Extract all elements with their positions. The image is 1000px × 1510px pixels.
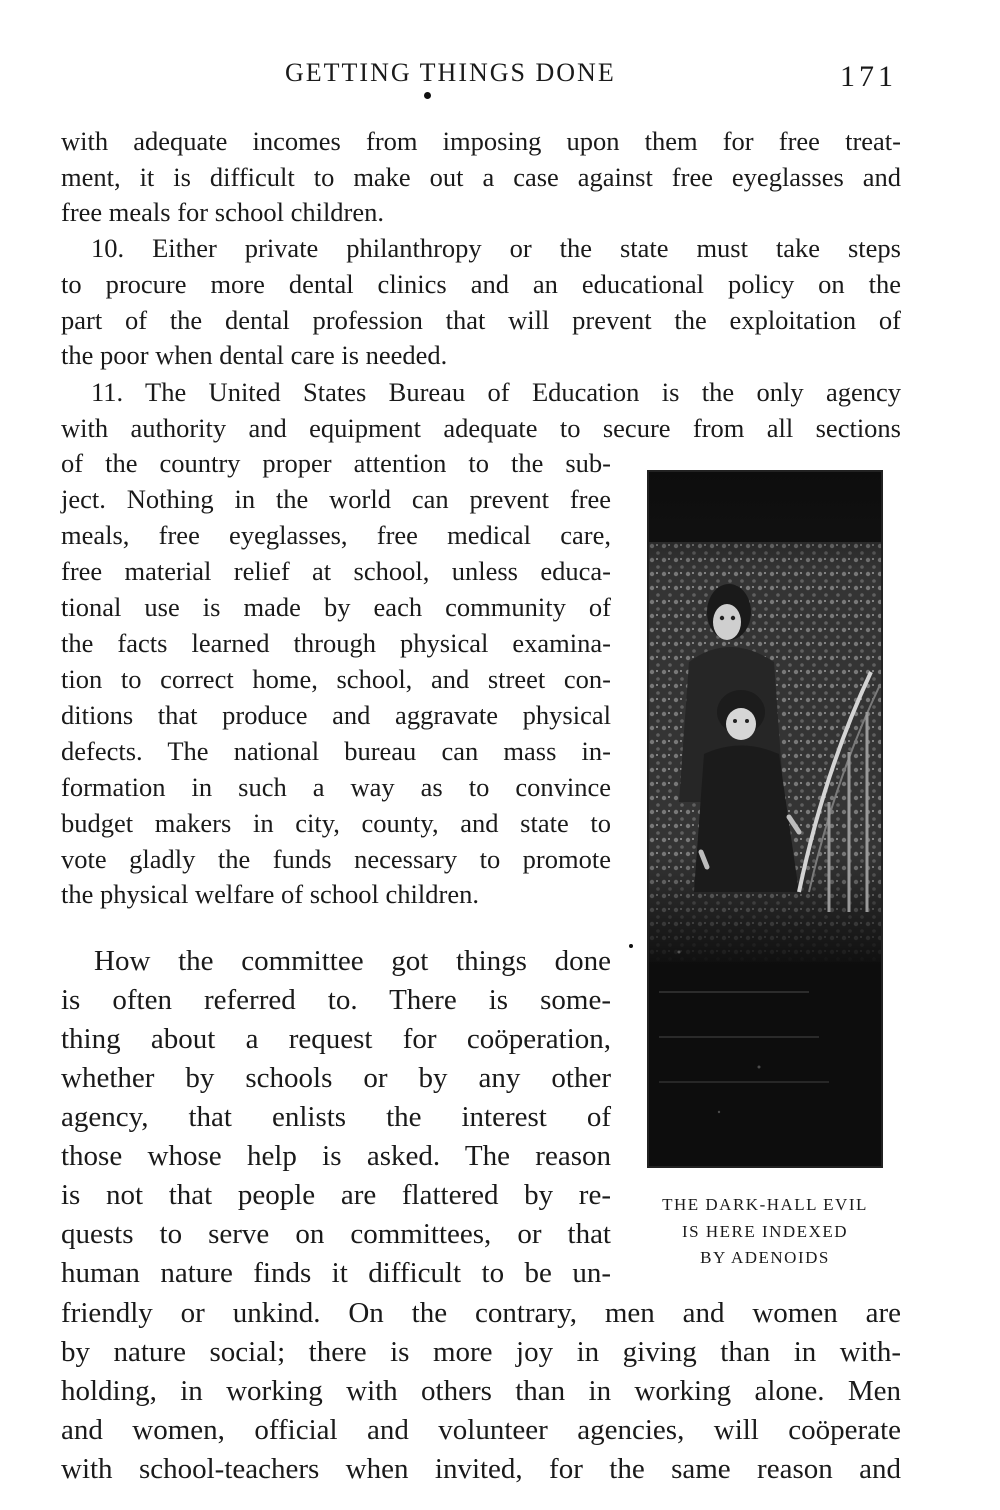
text-line: tion to correct home, school, and street con- [61, 664, 611, 694]
text-line: vote gladly the funds necessary to promote [61, 844, 611, 874]
text-line: holding, in working with others than in working alone. Men [61, 1375, 901, 1407]
text-line: is not that people are flattered by re- [61, 1179, 611, 1211]
text-line: human nature finds it difficult to be un- [61, 1257, 611, 1289]
text-line: quests to serve on committees, or that [61, 1218, 611, 1250]
photo-illustration [649, 472, 881, 1166]
text-line: whether by schools or by any other [61, 1062, 611, 1094]
figure-caption-line: IS HERE INDEXED [681, 1222, 849, 1241]
text-line: 10. Either private philanthropy or the state must take steps [91, 233, 901, 263]
print-speck [424, 92, 431, 99]
running-head [0, 58, 1000, 98]
text-line: the poor when dental care is needed. [61, 340, 448, 370]
text-line: those whose help is asked. The reason [61, 1140, 611, 1172]
text-line: tional use is made by each community of [61, 592, 611, 622]
text-line: the facts learned through physical examina- [61, 628, 611, 658]
figure-photograph [647, 470, 883, 1168]
text-line: ditions that produce and aggravate physical [61, 700, 611, 730]
text-line: defects. The national bureau can mass in- [61, 736, 611, 766]
text-line: with adequate incomes from imposing upon them for free treat- [61, 126, 901, 156]
text-line: budget makers in city, county, and state to [61, 808, 611, 838]
text-line: thing about a request for coöperation, [61, 1023, 611, 1055]
text-line: How the committee got things done [94, 945, 611, 977]
text-line: free meals for school children. [61, 197, 385, 227]
text-line: friendly or unkind. On the contrary, men and women are [61, 1297, 901, 1329]
text-line: the physical welfare of school children. [61, 879, 479, 909]
text-line: is often referred to. There is some- [61, 984, 611, 1016]
text-line: free material relief at school, unless educa- [61, 556, 611, 586]
text-line: by nature social; there is more joy in giving than in with- [61, 1336, 901, 1368]
text-line: ject. Nothing in the world can prevent free [61, 484, 611, 514]
text-line: and women, official and volunteer agencies, will coöperate [61, 1414, 901, 1446]
text-line: part of the dental profession that will prevent the exploitation of [61, 305, 901, 335]
print-speck [629, 944, 633, 948]
text-line: with authority and equipment adequate to secure from all sections [61, 413, 901, 443]
text-line: formation in such a way as to convince [61, 772, 611, 802]
text-line: agency, that enlists the interest of [61, 1101, 611, 1133]
text-line: of the country proper attention to the sub- [61, 448, 611, 478]
figure-caption-line: BY ADENOIDS [700, 1248, 830, 1267]
page-number: 171 [840, 60, 897, 93]
text-line: meals, free eyeglasses, free medical care, [61, 520, 611, 550]
text-line: ment, it is difficult to make out a case against free eyeglasses and [61, 162, 901, 192]
text-line: to procure more dental clinics and an educational policy on the [61, 269, 901, 299]
figure-caption-line: THE DARK-HALL EVIL [662, 1195, 868, 1214]
running-title: GETTING THINGS DONE [285, 58, 616, 87]
text-line: with school-teachers when invited, for the same reason and [61, 1453, 901, 1485]
text-line: 11. The United States Bureau of Education is the only agency [91, 377, 901, 407]
